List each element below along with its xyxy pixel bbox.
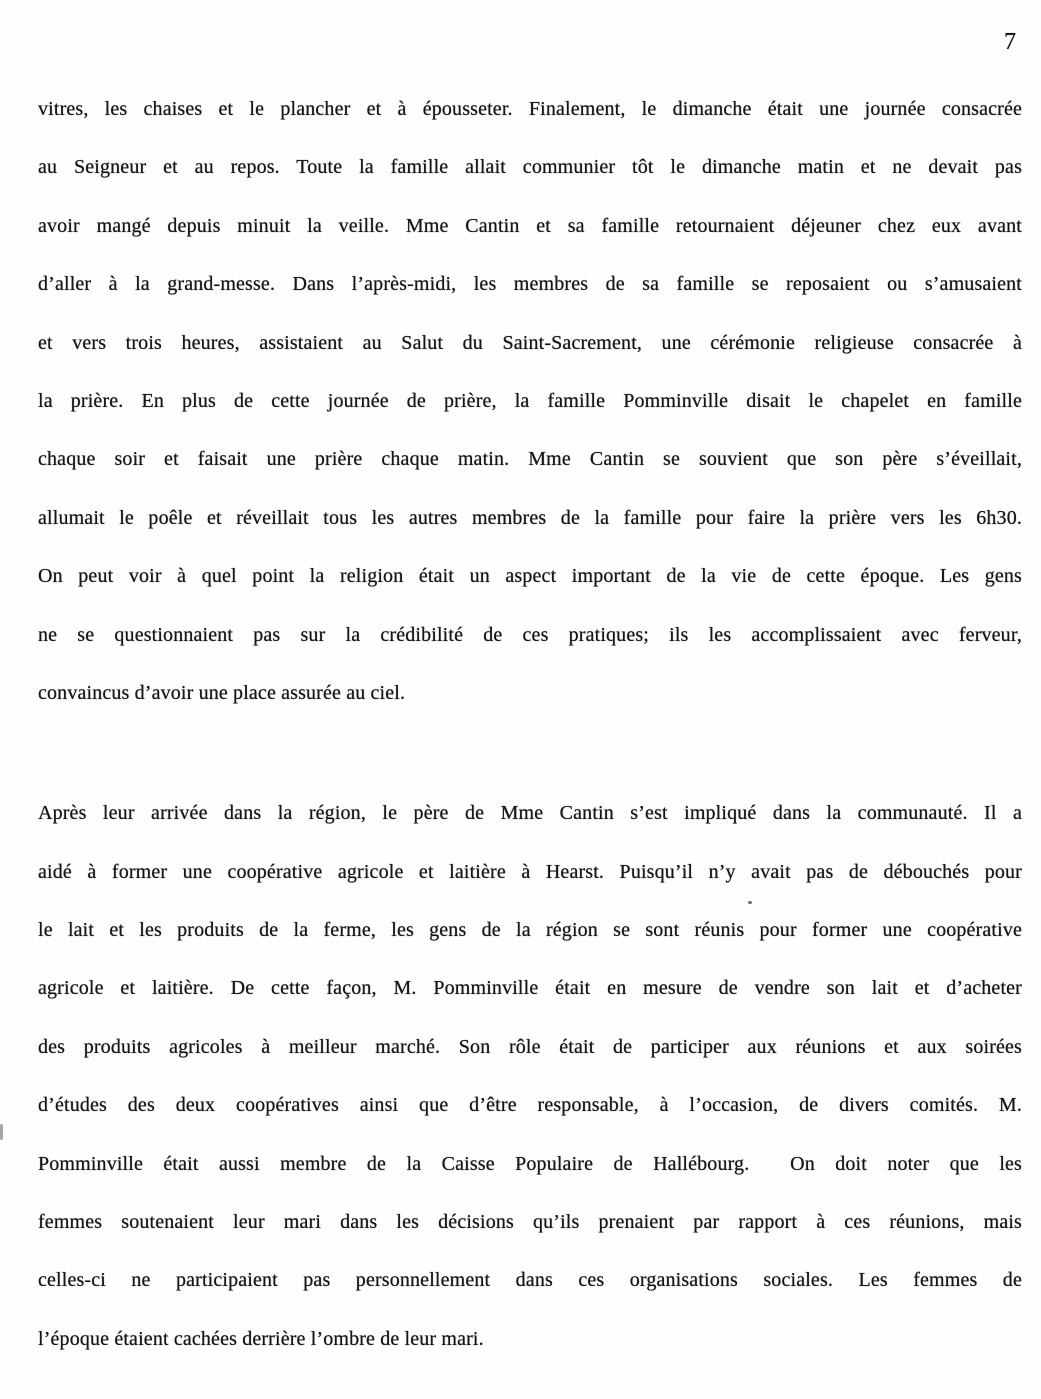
text-line: et vers trois heures, assistaient au Salut du Saint-Sacrement, une cérémonie religieuse consacrée à: [38, 331, 1022, 354]
text-line: des produits agricoles à meilleur marché. Son rôle était de participer aux réunions et aux soirées: [38, 1035, 1022, 1058]
scan-speck: [748, 901, 752, 904]
text-line: convaincus d’avoir une place assurée au ciel.: [38, 681, 406, 704]
text-line: au Seigneur et au repos. Toute la famille allait communier tôt le dimanche matin et ne devait pas: [38, 156, 1022, 179]
text-line: l’époque étaient cachées derrière l’ombre de leur mari.: [38, 1327, 484, 1350]
text-line: Après leur arrivée dans la région, le père de Mme Cantin s’est impliqué dans la communauté. Il a: [38, 802, 1022, 825]
text-line: avoir mangé depuis minuit la veille. Mme Cantin et sa famille retournaient déjeuner chez eux avant: [38, 214, 1022, 237]
text-line: d’études des deux coopératives ainsi que d’être responsable, à l’occasion, de divers comités. M.: [38, 1094, 1022, 1117]
text-line: celles-ci ne participaient pas personnellement dans ces organisations sociales. Les femmes de: [38, 1269, 1022, 1292]
text-line: le lait et les produits de la ferme, les gens de la région se sont réunis pour former une coopérative: [38, 919, 1022, 942]
paragraph-cooperative: [38, 784, 1022, 1368]
paragraph-religion: [38, 80, 1022, 722]
text-line: chaque soir et faisait une prière chaque matin. Mme Cantin se souvient que son père s’éveillait,: [38, 448, 1022, 471]
text-line: ne se questionnaient pas sur la crédibilité de ces pratiques; ils les accomplissaient avec ferveur,: [38, 623, 1022, 646]
text-line: aidé à former une coopérative agricole et laitière à Hearst. Puisqu’il n’y avait pas de débouchés pour: [38, 860, 1022, 883]
text-line: la prière. En plus de cette journée de prière, la famille Pomminville disait le chapelet en famille: [38, 389, 1022, 412]
text-line: vitres, les chaises et le plancher et à épousseter. Finalement, le dimanche était une journée consacrée: [38, 98, 1022, 120]
text-line: agricole et laitière. De cette façon, M. Pomminville était en mesure de vendre son lait et d’acheter: [38, 977, 1022, 1000]
text-line: On peut voir à quel point la religion était un aspect important de la vie de cette époque. Les gens: [38, 565, 1022, 588]
text-line: allumait le poêle et réveillait tous les autres membres de la famille pour faire la prière vers les 6h30.: [38, 506, 1022, 529]
document-body: [38, 80, 1022, 1368]
text-line: Pomminville était aussi membre de la Caisse Populaire de Hallébourg. On doit noter que les: [38, 1152, 1022, 1175]
text-line: femmes soutenaient leur mari dans les décisions qu’ils prenaient par rapport à ces réunions, mais: [38, 1211, 1022, 1234]
text-line: d’aller à la grand-messe. Dans l’après-midi, les membres de sa famille se reposaient ou s’amusaient: [38, 273, 1022, 296]
page-number: 7: [1004, 29, 1016, 55]
scan-speck: [0, 1124, 3, 1140]
